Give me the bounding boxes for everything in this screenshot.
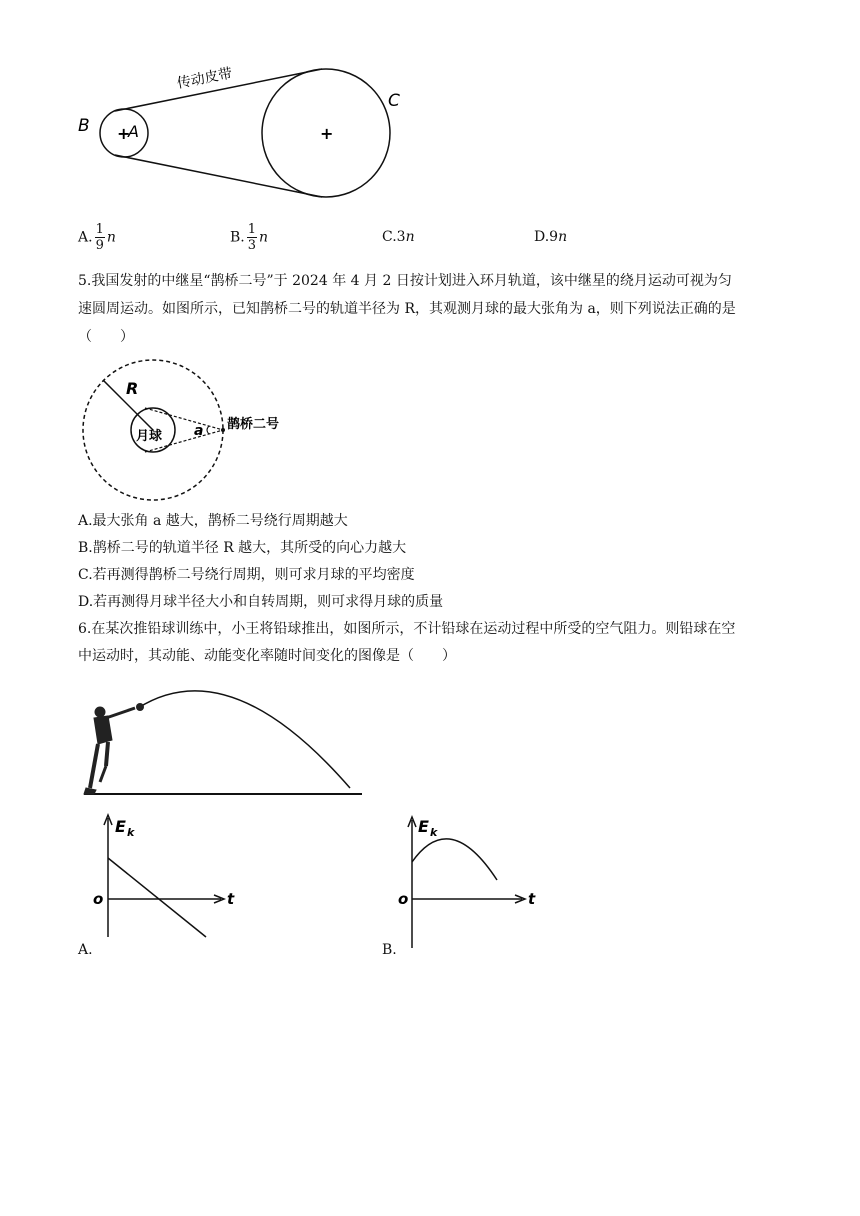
q6-stem-line1: 6.在某次推铅球训练中，小王将铅球推出，如图所示，不计铅球在运动过程中所受的空气阻力。则铅球在空 [78,621,736,637]
satellite-dot [221,428,225,432]
label-moon: 月球 [136,429,163,444]
graph-b-y-sub: k [430,826,438,839]
graph-b-curve [412,839,497,880]
q5-stem-line2: 速圆周运动。如图所示，已知鹊桥二号的轨道半径为 R，其观测月球的最大张角为 a，则下列说法正确的是 [78,301,736,317]
q4-option-d: D.9n [534,229,568,245]
tangent-top [145,408,223,430]
label-satellite: 鹊桥二号 [227,417,280,432]
label-a: A [128,122,139,141]
q6-graph-a-option: A. [78,942,93,958]
q6-graph-b-option: B. [382,942,397,958]
q4-option-a: A. $\frac{1}{9}$ n [78,222,116,253]
graph-a-origin: o [93,890,104,908]
q5-option-b: B.鹊桥二号的轨道半径 R 越大，其所受的向心力越大 [78,540,407,556]
graph-b-origin: o [398,890,409,908]
shot-ball [136,703,144,711]
label-r: R [126,379,139,398]
belt-label: 传动皮带 [175,65,234,92]
graph-a-y-label: E [115,817,126,836]
center-mark-a: + [117,124,131,143]
graph-a-y-sub: k [127,826,135,839]
angle-arc [207,426,209,434]
q6-stem-line2: 中运动时，其动能、动能变化率随时间变化的图像是（ ） [78,648,456,664]
center-mark-c: + [320,124,334,143]
shot-put-figure [80,670,370,800]
graph-b [392,812,552,952]
q5-option-a: A.最大张角 a 越大，鹊桥二号绕行周期越大 [78,513,348,529]
q5-stem-line3: （ ） [78,329,134,345]
label-b: B [78,116,90,136]
label-angle: a [194,423,204,439]
graph-b-y-label: E [418,817,429,836]
belt-pulley-figure [70,58,420,208]
q4-option-b: B. $\frac{1}{3}$ n [230,222,269,253]
athlete-figure [84,707,135,794]
orbit-figure [78,358,298,508]
q5-option-c: C.若再测得鹊桥二号绕行周期，则可求月球的平均密度 [78,567,415,583]
graph-a-x-label: t [227,890,235,908]
q5-option-d: D.若再测得月球半径大小和自转周期，则可求得月球的质量 [78,594,444,610]
belt-bottom [115,155,322,197]
graph-a [86,812,256,942]
graph-a-line [108,858,206,937]
q5-stem-line1: 5.我国发射的中继星“鹊桥二号”于 2024 年 4 月 2 日按计划进入环月轨道，该中继星的绕月运动可视为匀 [78,273,732,289]
graph-b-x-label: t [528,890,536,908]
trajectory-curve [138,691,350,788]
q4-option-c: C.3n [382,229,415,245]
label-c: C [388,91,400,111]
